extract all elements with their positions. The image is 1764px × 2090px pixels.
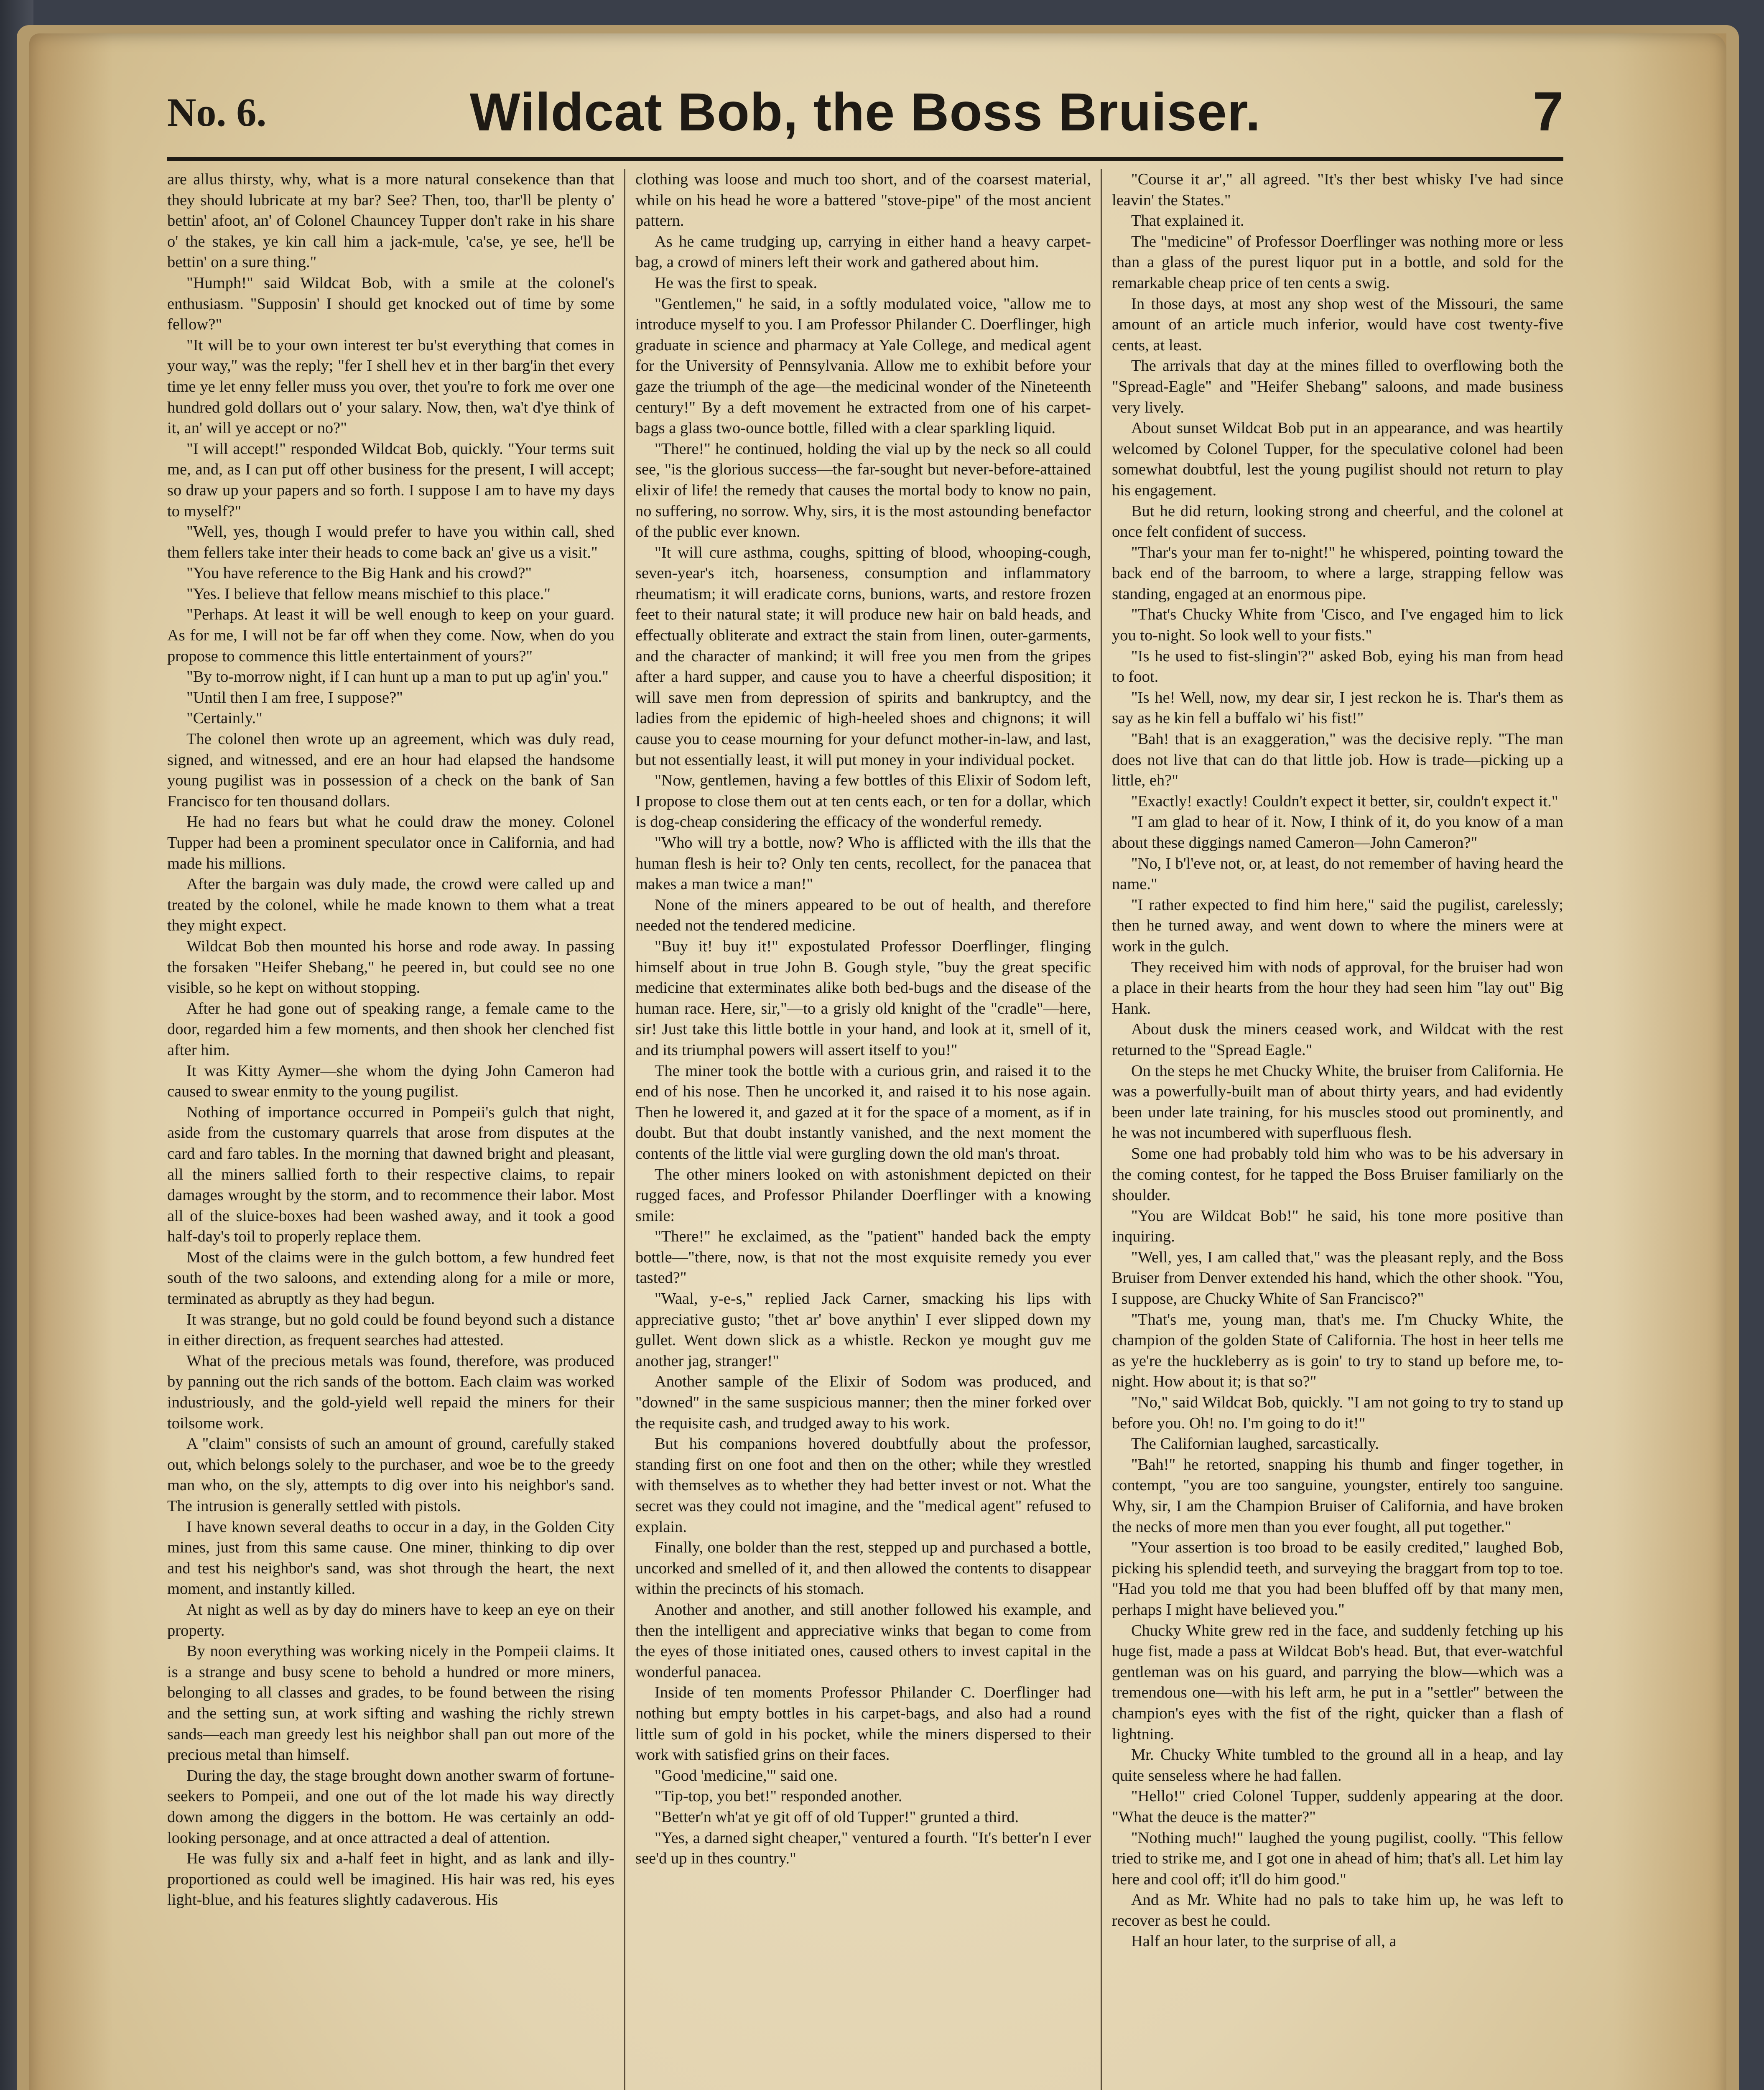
paragraph: He had no fears but what he could draw the money. Colonel Tupper had been a prominent speculator once in California, and had made his millions. (167, 813, 614, 872)
paragraph: Most of the claims were in the gulch bottom, a few hundred feet south of the two saloons, and extending along for a mile or more, terminated as abruptly as they had begun. (167, 1248, 614, 1308)
paragraph: And as Mr. White had no pals to take him up, he was left to recover as best he could. (1112, 1891, 1563, 1929)
paragraph: Nothing of importance occurred in Pompeii's gulch that night, aside from the customary quarrels that arose from disputes at the card and faro tables. In the morning that dawned bright and pleasant, all the miners sallied forth to their respective claims, to repair damages wrought by the storm, and to recommence their labor. Most all of the sluice-boxes had been washed away, and it took a good half-day's toil to properly replace them. (167, 1103, 614, 1246)
paragraph: "You have reference to the Big Hank and his crowd?" (186, 564, 532, 582)
paragraph: "Is he used to fist-slingin'?" asked Bob, eying his man from head to foot. (1112, 647, 1563, 686)
paragraph: "Yes, a darned sight cheaper," ventured a fourth. "It's better'n I ever see'd up in thes country." (635, 1829, 1091, 1868)
issue-number: No. 6. (167, 90, 267, 135)
paragraph: "Hello!" cried Colonel Tupper, suddenly appearing at the door. "What the deuce is the matter?" (1112, 1787, 1563, 1826)
paragraph: "Yes. I believe that fellow means mischief to this place." (186, 585, 551, 603)
paragraph: During the day, the stage brought down another swarm of fortune-seekers to Pompeii, and one out of the lot made his way directly down among the diggers in the bottom. He was certainly an odd-looking personage, and at once attracted a deal of attention. (167, 1766, 614, 1847)
paragraph: Finally, one bolder than the rest, stepped up and purchased a bottle, uncorked and smelled of it, and then allowed the contents to disappear within the precincts of his stomach. (635, 1539, 1091, 1598)
paragraph: What of the precious metals was found, therefore, was produced by panning out the rich sands of the bottom. Each claim was worked industriously, and the gold-yield well repaid the miners for their toilsome work. (167, 1352, 614, 1432)
paragraph: Half an hour later, to the surprise of all, a (1131, 1932, 1397, 1950)
paragraph: "Your assertion is too broad to be easily credited," laughed Bob, picking his splendid teeth, and surveying the braggart from top to toe. "Had you told me that you had been bluffed off by that many men, perhaps I might have believed you." (1112, 1539, 1563, 1618)
paragraph: But his companions hovered doubtfully about the professor, standing first on one foot and then on the other; while they wrestled with themselves as to whether they had better invest or not. What the secret was they could not imagine, and the "medical agent" refused to explain. (635, 1435, 1091, 1536)
paragraph: "Waal, y-e-s," replied Jack Carner, smacking his lips with appreciative gusto; "thet ar' bove anythin' I ever slipped down my gullet. Went down slick as a whistle. Reckon ye mought guv me another jag, stranger!" (635, 1290, 1091, 1370)
paragraph: It was strange, but no gold could be found beyond such a distance in either direction, as frequent searches had attested. (167, 1310, 614, 1349)
paragraph: "I am glad to hear of it. Now, I think of it, do you know of a man about these diggings named Cameron—John Cameron?" (1112, 813, 1563, 851)
paragraph: By noon everything was working nicely in the Pompeii claims. It is a strange and busy scene to behold a hundred or more miners, belonging to all classes and grades, to be found between the rising and the setting sun, at work sifting and washing the richly strewn sands—each man greedy lest his neighbor shall pan out more of the precious metal than himself. (167, 1642, 614, 1764)
paragraph: At night as well as by day do miners have to keep an eye on their property. (167, 1601, 614, 1639)
paragraph: "Perhaps. At least it will be well enough to keep on your guard. As for me, I will not be far off when they come. Now, when do you propose to commence this little entertainment of yours?" (167, 606, 614, 665)
paragraph: "Now, gentlemen, having a few bottles of this Elixir of Sodom left, I propose to close them out at ten cents each, or ten for a dollar, which is dog-cheap considering the efficacy of the wonderful remedy. (635, 772, 1091, 831)
paragraph: But he did return, looking strong and cheerful, and the colonel at once felt confident of success. (1112, 502, 1563, 541)
paragraph: Mr. Chucky White tumbled to the ground all in a heap, and lay quite senseless where he had fallen. (1112, 1746, 1563, 1784)
paragraph: "It will be to your own interest ter bu'st everything that comes in your way," was the reply; "fer I shell hev et in ther barg'in thet every time ye let enny feller muss you over, thet you're to fork me over one hundred gold dollars out o' your salary. Now, then, wa't d'ye think of it, an' will ye accept or no?" (167, 336, 614, 437)
paragraph: "You are Wildcat Bob!" he said, his tone more positive than inquiring. (1112, 1207, 1563, 1246)
paragraph: clothing was loose and much too short, and of the coarsest material, while on his head he wore a battered "stove-pipe" of the most ancient pattern. (635, 171, 1091, 230)
text-column-1 (167, 169, 614, 2090)
paragraph: The "medicine" of Professor Doerflinger was nothing more or less than a glass of the purest liquor put in a bottle, and sold for the remarkable cheap price of ten cents a swig. (1112, 232, 1563, 292)
story-title: Wildcat Bob, the Boss Bruiser. (469, 82, 1261, 142)
paragraph: "There!" he exclaimed, as the "patient" handed back the empty bottle—"there, now, is that not the most exquisite remedy you ever tasted?" (635, 1228, 1091, 1287)
paragraph: The other miners looked on with astonishment depicted on their rugged faces, and Professor Philander Doerflinger with a knowing smile: (635, 1165, 1091, 1225)
paragraph: "Until then I am free, I suppose?" (186, 688, 403, 706)
paragraph: The arrivals that day at the mines filled to overflowing both the "Spread-Eagle" and "Heifer Shebang" saloons, and made business very lively. (1112, 357, 1563, 416)
page-number: 7 (1532, 81, 1563, 142)
paragraph: "Well, yes, though I would prefer to have you within call, shed them fellers take inter their heads to come back an' give us a visit." (167, 523, 614, 561)
paper-stain-right (1614, 33, 1726, 2090)
paragraph: "I rather expected to find him here," said the pugilist, carelessly; then he turned away, and went down to where the miners were at work in the gulch. (1112, 896, 1563, 955)
paragraph: They received him with nods of approval, for the bruiser had won a place in their hearts from the hour they had seen him "lay out" Big Hank. (1112, 958, 1563, 1017)
paragraph: "Better'n wh'at ye git off of old Tupper!" grunted a third. (655, 1808, 1019, 1826)
paragraph: It was Kitty Aymer—she whom the dying John Cameron had caused to swear enmity to the young pugilist. (167, 1062, 614, 1101)
text-column-3 (1112, 169, 1563, 2090)
paragraph: "Nothing much!" laughed the young pugilist, coolly. "This fellow tried to strike me, and I got one in ahead of him; that's all. Let him lay here and cool off; it'll do him good." (1112, 1829, 1563, 1888)
page-header (167, 82, 1563, 148)
paragraph: None of the miners appeared to be out of health, and therefore needed not the tendered medicine. (635, 896, 1091, 935)
paragraph: He was fully six and a-half feet in hight, and as lank and illy-proportioned as could well be imagined. His hair was red, his eyes light-blue, and his features slightly cadaverous. His (167, 1850, 614, 1909)
paragraph: That explained it. (1131, 212, 1244, 230)
paragraph: "Gentlemen," he said, in a softly modulated voice, "allow me to introduce myself to you. I am Professor Philander C. Doerflinger, high graduate in science and pharmacy at Yale College, and medical agent for the University of Pennsylvania. Allow me to exhibit before your gaze the triumph of the age—the medicinal wonder of the Nineteenth century!" By a deft movement he extracted from one of his carpet-bags a glass two-ounce bottle, filled with a clear sparkling liquid. (635, 295, 1091, 437)
paragraph: "By to-morrow night, if I can hunt up a man to put up ag'in' you." (186, 668, 609, 686)
paragraph: After the bargain was duly made, the crowd were called up and treated by the colonel, while he made known to them what a treat they might expect. (167, 875, 614, 935)
paragraph: He was the first to speak. (655, 274, 818, 292)
text-column-2 (635, 169, 1091, 2090)
paragraph: "No," said Wildcat Bob, quickly. "I am not going to try to stand up before you. Oh! no. I'm going to do it!" (1112, 1394, 1563, 1432)
paragraph: Wildcat Bob then mounted his horse and rode away. In passing the forsaken "Heifer Shebang," he peered in, but could see no one visible, so he kept on without stopping. (167, 937, 614, 997)
paragraph: Another sample of the Elixir of Sodom was produced, and "downed" in the same suspicious manner; then the miner forked over the requisite cash, and trudged away to his work. (635, 1373, 1091, 1432)
paragraph: On the steps he met Chucky White, the bruiser from California. He was a powerfully-built man of about thirty years, and had evidently been under late training, for his muscles stood out prominently, and he was not incumbered with superfluous flesh. (1112, 1062, 1563, 1142)
paragraph: "There!" he continued, holding the vial up by the neck so all could see, "is the glorious success—the far-sought but never-before-attained elixir of life! the remedy that causes the mortal body to know no pain, no suffering, no sorrow. Why, sirs, it is the most astounding benefactor of the public ever known. (635, 440, 1091, 541)
paragraph: "Bah!" he retorted, snapping his thumb and finger together, in contempt, "you are too sanguine, youngster, entirely too sanguine. Why, sir, I am the Champion Bruiser of California, and have broken the necks of more men than you ever fought, all put together." (1112, 1455, 1563, 1536)
column-divider-1 (624, 169, 625, 2090)
paragraph: I have known several deaths to occur in a day, in the Golden City mines, just from this same cause. One miner, thinking to dip over and test his neighbor's sand, was shot through the heart, the next moment, and instantly killed. (167, 1518, 614, 1598)
paragraph: "Is he! Well, now, my dear sir, I jest reckon he is. Thar's them as say as he kin fell a buffalo wi' his fist!" (1112, 688, 1563, 727)
paragraph: "Tip-top, you bet!" responded another. (655, 1787, 902, 1805)
paragraph: About sunset Wildcat Bob put in an appearance, and was heartily welcomed by Colonel Tupper, for the speculative colonel had been somewhat doubtful, lest the young pugilist should not return to play his engagement. (1112, 419, 1563, 499)
paragraph: Inside of ten moments Professor Philander C. Doerflinger had nothing but empty bottles in his carpet-bags, and also had a round little sum of gold in his pocket, while the miners dispersed to their work with satisfied grins on their faces. (635, 1684, 1091, 1764)
paragraph: "That's me, young man, that's me. I'm Chucky White, the champion of the golden State of California. The host in heer tells me as ye're the huckleberry as is goin' to try to stand up before me, to-night. How about it; is that so?" (1112, 1310, 1563, 1391)
paragraph: The miner took the bottle with a curious grin, and raised it to the end of his nose. Then he uncorked it, and raised it to his nose again. Then he lowered it, and gazed at it for the space of a moment, as if in doubt. But that doubt instantly vanished, and the next moment the contents of the little vial were gurgling down the old man's throat. (635, 1062, 1091, 1162)
paragraph: are allus thirsty, why, what is a more natural consekence than that they should lubricate at my bar? See? Then, too, thar'll be plenty o' bettin' afoot, an' of Colonel Chauncey Tupper don't rake in his share o' the stakes, ye kin call him a jack-mule, 'ca'se, ye see, he'll be bettin' on a sure thing." (167, 171, 614, 271)
paragraph: In those days, at most any shop west of the Missouri, the same amount of an article much inferior, would have cost twenty-five cents, at least. (1112, 295, 1563, 354)
paragraph: Another and another, and still another followed his example, and then the intelligent and appreciative winks that began to come from the eyes of those initiated ones, caused others to invest capital in the wonderful panacea. (635, 1601, 1091, 1681)
paragraph: "I will accept!" responded Wildcat Bob, quickly. "Your terms suit me, and, as I can put off other business for the present, I will accept; so draw up your papers and so forth. I suppose I am to have my days to myself?" (167, 440, 614, 520)
paper-stain-left (29, 33, 113, 2090)
paragraph: "Thar's your man fer to-night!" he whispered, pointing toward the back end of the barroom, to where a large, strapping fellow was standing, engaged at an enormous pipe. (1112, 543, 1563, 603)
paragraph: "Certainly." (186, 709, 263, 727)
paragraph: "That's Chucky White from 'Cisco, and I've engaged him to lick you to-night. So look well to your fists." (1112, 606, 1563, 645)
paragraph: A "claim" consists of such an amount of ground, carefully staked out, which belongs solely to the purchaser, and woe be to the greedy man who, on the sly, attempts to dig over into his neighbor's sand. The intrusion is generally settled with pistols. (167, 1435, 614, 1515)
paragraph: "Buy it! buy it!" expostulated Professor Doerflinger, flinging himself about in true John B. Gough style, "buy the great specific medicine that exterminates alike both bed-bugs and the disease of the human race. Here, sir,"—to a grisly old knight of the "cradle"—here, sir! Just take this little bottle in your hand, and look at it, smell of it, and its triumphal powers will assert itself to you!" (635, 937, 1091, 1059)
paragraph: The Californian laughed, sarcastically. (1131, 1435, 1379, 1453)
paragraph: "Bah! that is an exaggeration," was the decisive reply. "The man does not live that can do that little job. How is trade—picking up a little, eh?" (1112, 730, 1563, 790)
header-rule (167, 157, 1563, 161)
paragraph: The colonel then wrote up an agreement, which was duly read, signed, and witnessed, and ere an hour had elapsed the handsome young pugilist was in possession of a check on the bank of San Francisco for ten thousand dollars. (167, 730, 614, 810)
column-divider-2 (1101, 169, 1102, 2090)
paragraph: "Humph!" said Wildcat Bob, with a smile at the colonel's enthusiasm. "Supposin' I should get knocked out of time by some fellow?" (167, 274, 614, 334)
paragraph: As he came trudging up, carrying in either hand a heavy carpet-bag, a crowd of miners left their work and gathered about him. (635, 232, 1091, 271)
paragraph: After he had gone out of speaking range, a female came to the door, regarded him a few moments, and then shook her clenched fist after him. (167, 999, 614, 1059)
paragraph: "Good 'medicine,'" said one. (655, 1766, 838, 1784)
paragraph: "Who will try a bottle, now? Who is afflicted with the ills that the human flesh is heir to? Only ten cents, recollect, for the panacea that makes a man twice a man!" (635, 834, 1091, 893)
paragraph: Some one had probably told him who was to be his adversary in the coming contest, for he tapped the Boss Bruiser familiarly on the shoulder. (1112, 1144, 1563, 1204)
paragraph: Chucky White grew red in the face, and suddenly fetching up his huge fist, made a pass at Wildcat Bob's head. But, that ever-watchful gentleman was on his guard, and parrying the blow—which was a tremendous one—with his left arm, he put in a "settler" between the champion's eyes with the fist of the right, quicker than a flash of lightning. (1112, 1621, 1563, 1743)
paragraph: "Course it ar'," all agreed. "It's ther best whisky I've had since leavin' the States." (1112, 171, 1563, 209)
paragraph: "Well, yes, I am called that," was the pleasant reply, and the Boss Bruiser from Denver extended his hand, which the other shook. "You, I suppose, are Chucky White of San Francisco?" (1112, 1248, 1563, 1308)
paragraph: "Exactly! exactly! Couldn't expect it better, sir, couldn't expect it." (1131, 792, 1558, 810)
paragraph: "It will cure asthma, coughs, spitting of blood, whooping-cough, seven-year's itch, hoarseness, consumption and inflammatory rheumatism; it will eradicate corns, bunions, warts, and restore frozen feet to their natural state; it will produce new hair on bald heads, and effectually obliterate and extract the stain from linen, outer-garments, and the character of mankind; it will free you men from the gripes after a hard supper, and cause you to have a cheerful disposition; it will save men from depression of spirits and bankruptcy, and the ladies from the epidemic of high-heeled shoes and chignons; it will cause you to cease mourning for your defunct mother-in-law, and last, but not essentially least, it will put money in your individual pocket. (635, 543, 1091, 769)
paragraph: "No, I b'l'eve not, or, at least, do not remember of having heard the name." (1112, 854, 1563, 893)
paragraph: About dusk the miners ceased work, and Wildcat with the rest returned to the "Spread Eagle." (1112, 1020, 1563, 1059)
